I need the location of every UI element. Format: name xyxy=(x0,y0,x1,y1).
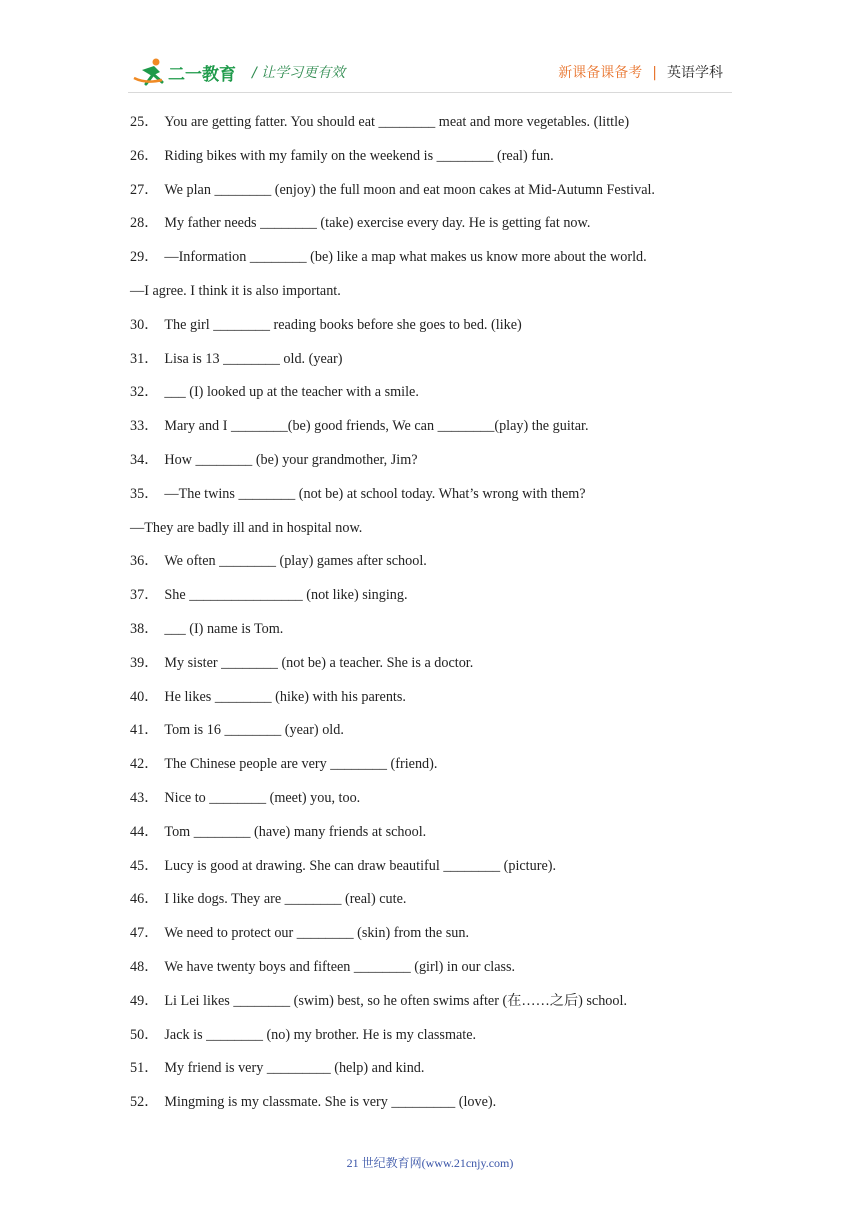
exercise-item xyxy=(130,518,740,552)
item-number: 40． xyxy=(130,688,159,705)
item-text: How ________ (be) your grandmother, Jim? xyxy=(164,451,418,468)
page-header xyxy=(0,0,860,100)
item-text: —They are badly ill and in hospital now. xyxy=(130,519,363,536)
item-text: Mingming is my classmate. She is very _________ (love). xyxy=(164,1094,497,1111)
exercise-item xyxy=(130,720,740,754)
item-number: 26． xyxy=(130,147,159,164)
exercise-item xyxy=(130,484,740,518)
exercise-item xyxy=(130,856,740,890)
item-text: Mary and I ________(be) good friends, We can ________(play) the guitar. xyxy=(164,418,589,435)
item-text: Jack is ________ (no) my brother. He is my classmate. xyxy=(164,1026,477,1043)
item-text: We need to protect our ________ (skin) from the sun. xyxy=(164,925,469,942)
item-number: 25． xyxy=(130,114,159,130)
item-number: 47． xyxy=(130,925,159,942)
item-number: 34． xyxy=(130,451,159,468)
exam-label: 新课备课备考 xyxy=(558,65,643,81)
item-text: Nice to ________ (meet) you, too. xyxy=(164,789,361,806)
item-text: The Chinese people are very ________ (friend). xyxy=(164,756,438,773)
item-text: —Information ________ (be) like a map what makes us know more about the world. xyxy=(164,249,647,266)
item-text: Riding bikes with my family on the weekend is ________ (real) fun. xyxy=(164,147,554,164)
exercise-item xyxy=(130,653,740,687)
item-number: 52． xyxy=(130,1094,159,1111)
item-text: You are getting fatter. You should eat ________ meat and more vegetables. (little) xyxy=(164,114,630,130)
item-number: 42． xyxy=(130,756,159,773)
item-number: 32． xyxy=(130,384,159,401)
item-text: We plan ________ (enjoy) the full moon and eat moon cakes at Mid-Autumn Festival. xyxy=(164,181,655,198)
exercise-item xyxy=(130,315,740,349)
item-text: —I agree. I think it is also important. xyxy=(130,282,341,299)
exercise-item xyxy=(130,1092,740,1126)
item-text: She ________________ (not like) singing. xyxy=(164,587,408,604)
exercise-item xyxy=(130,788,740,822)
item-text: Lucy is good at drawing. She can draw beautiful ________ (picture). xyxy=(164,857,557,874)
item-number: 39． xyxy=(130,654,159,671)
item-number: 45． xyxy=(130,857,159,874)
exercise-item xyxy=(130,1058,740,1092)
item-text: —The twins ________ (not be) at school today. What’s wrong with them? xyxy=(164,485,586,502)
exercise-item xyxy=(130,146,740,180)
item-text: Tom ________ (have) many friends at school. xyxy=(164,823,427,840)
item-number: 51． xyxy=(130,1060,159,1077)
exercise-item xyxy=(130,247,740,281)
exercise-item xyxy=(130,585,740,619)
item-number: 46． xyxy=(130,891,159,908)
exercise-item xyxy=(130,382,740,416)
item-number: 33． xyxy=(130,418,159,435)
subject-label: 英语学科 xyxy=(667,65,723,81)
page-footer: 21 世纪教育网(www.21cnjy.com) xyxy=(346,1156,514,1170)
item-number: 48． xyxy=(130,958,159,975)
item-text: We often ________ (play) games after school. xyxy=(164,553,427,570)
exercise-item xyxy=(130,112,740,146)
item-number: 28． xyxy=(130,215,159,232)
exercise-item xyxy=(130,923,740,957)
item-text: Li Lei likes ________ (swim) best, so he often swims after (在……之后) school. xyxy=(164,992,627,1009)
exercise-item xyxy=(130,450,740,484)
item-text: My sister ________ (not be) a teacher. She is a doctor. xyxy=(164,654,474,671)
exercise-item xyxy=(130,551,740,585)
exercise-item xyxy=(130,281,740,315)
exercise-item xyxy=(130,754,740,788)
header-separator: | xyxy=(652,65,657,81)
exercise-item xyxy=(130,889,740,923)
item-text: ___ (I) name is Tom. xyxy=(164,620,284,637)
exercise-item xyxy=(130,822,740,856)
item-number: 49． xyxy=(130,992,159,1009)
item-number: 44． xyxy=(130,823,159,840)
item-number: 27． xyxy=(130,181,159,198)
slogan: / 让学习更有效 xyxy=(252,65,346,81)
runner-logo-icon xyxy=(132,56,252,88)
exercise-item xyxy=(130,349,740,383)
logo xyxy=(132,56,252,88)
exercise-item xyxy=(130,213,740,247)
svg-text:二一教育: 二一教育 xyxy=(168,65,236,85)
item-number: 30． xyxy=(130,316,159,333)
item-number: 31． xyxy=(130,350,159,367)
item-number: 37． xyxy=(130,587,159,604)
item-text: I like dogs. They are ________ (real) cute. xyxy=(164,891,407,908)
item-number: 35． xyxy=(130,485,159,502)
exercise-item xyxy=(130,1025,740,1059)
item-text: The girl ________ reading books before she goes to bed. (like) xyxy=(164,316,522,333)
item-number: 50． xyxy=(130,1026,159,1043)
exercise-list xyxy=(130,112,740,1126)
item-number: 41． xyxy=(130,722,159,739)
item-text: He likes ________ (hike) with his parents. xyxy=(164,688,406,705)
item-number: 43． xyxy=(130,789,159,806)
item-number: 29． xyxy=(130,249,159,266)
exercise-item xyxy=(130,687,740,721)
item-text: My friend is very _________ (help) and kind. xyxy=(164,1060,425,1077)
exercise-item xyxy=(130,619,740,653)
header-right xyxy=(558,62,723,82)
exercise-item xyxy=(130,957,740,991)
item-number: 36． xyxy=(130,553,159,570)
item-text: Lisa is 13 ________ old. (year) xyxy=(164,350,343,367)
item-text: We have twenty boys and fifteen ________ (girl) in our class. xyxy=(164,958,516,975)
item-text: Tom is 16 ________ (year) old. xyxy=(164,722,344,739)
exercise-item xyxy=(130,180,740,214)
item-text: ___ (I) looked up at the teacher with a smile. xyxy=(164,384,419,401)
header-divider xyxy=(128,92,732,93)
item-text: My father needs ________ (take) exercise every day. He is getting fat now. xyxy=(164,215,591,232)
exercise-item xyxy=(130,416,740,450)
item-number: 38． xyxy=(130,620,159,637)
exercise-item xyxy=(130,991,740,1025)
